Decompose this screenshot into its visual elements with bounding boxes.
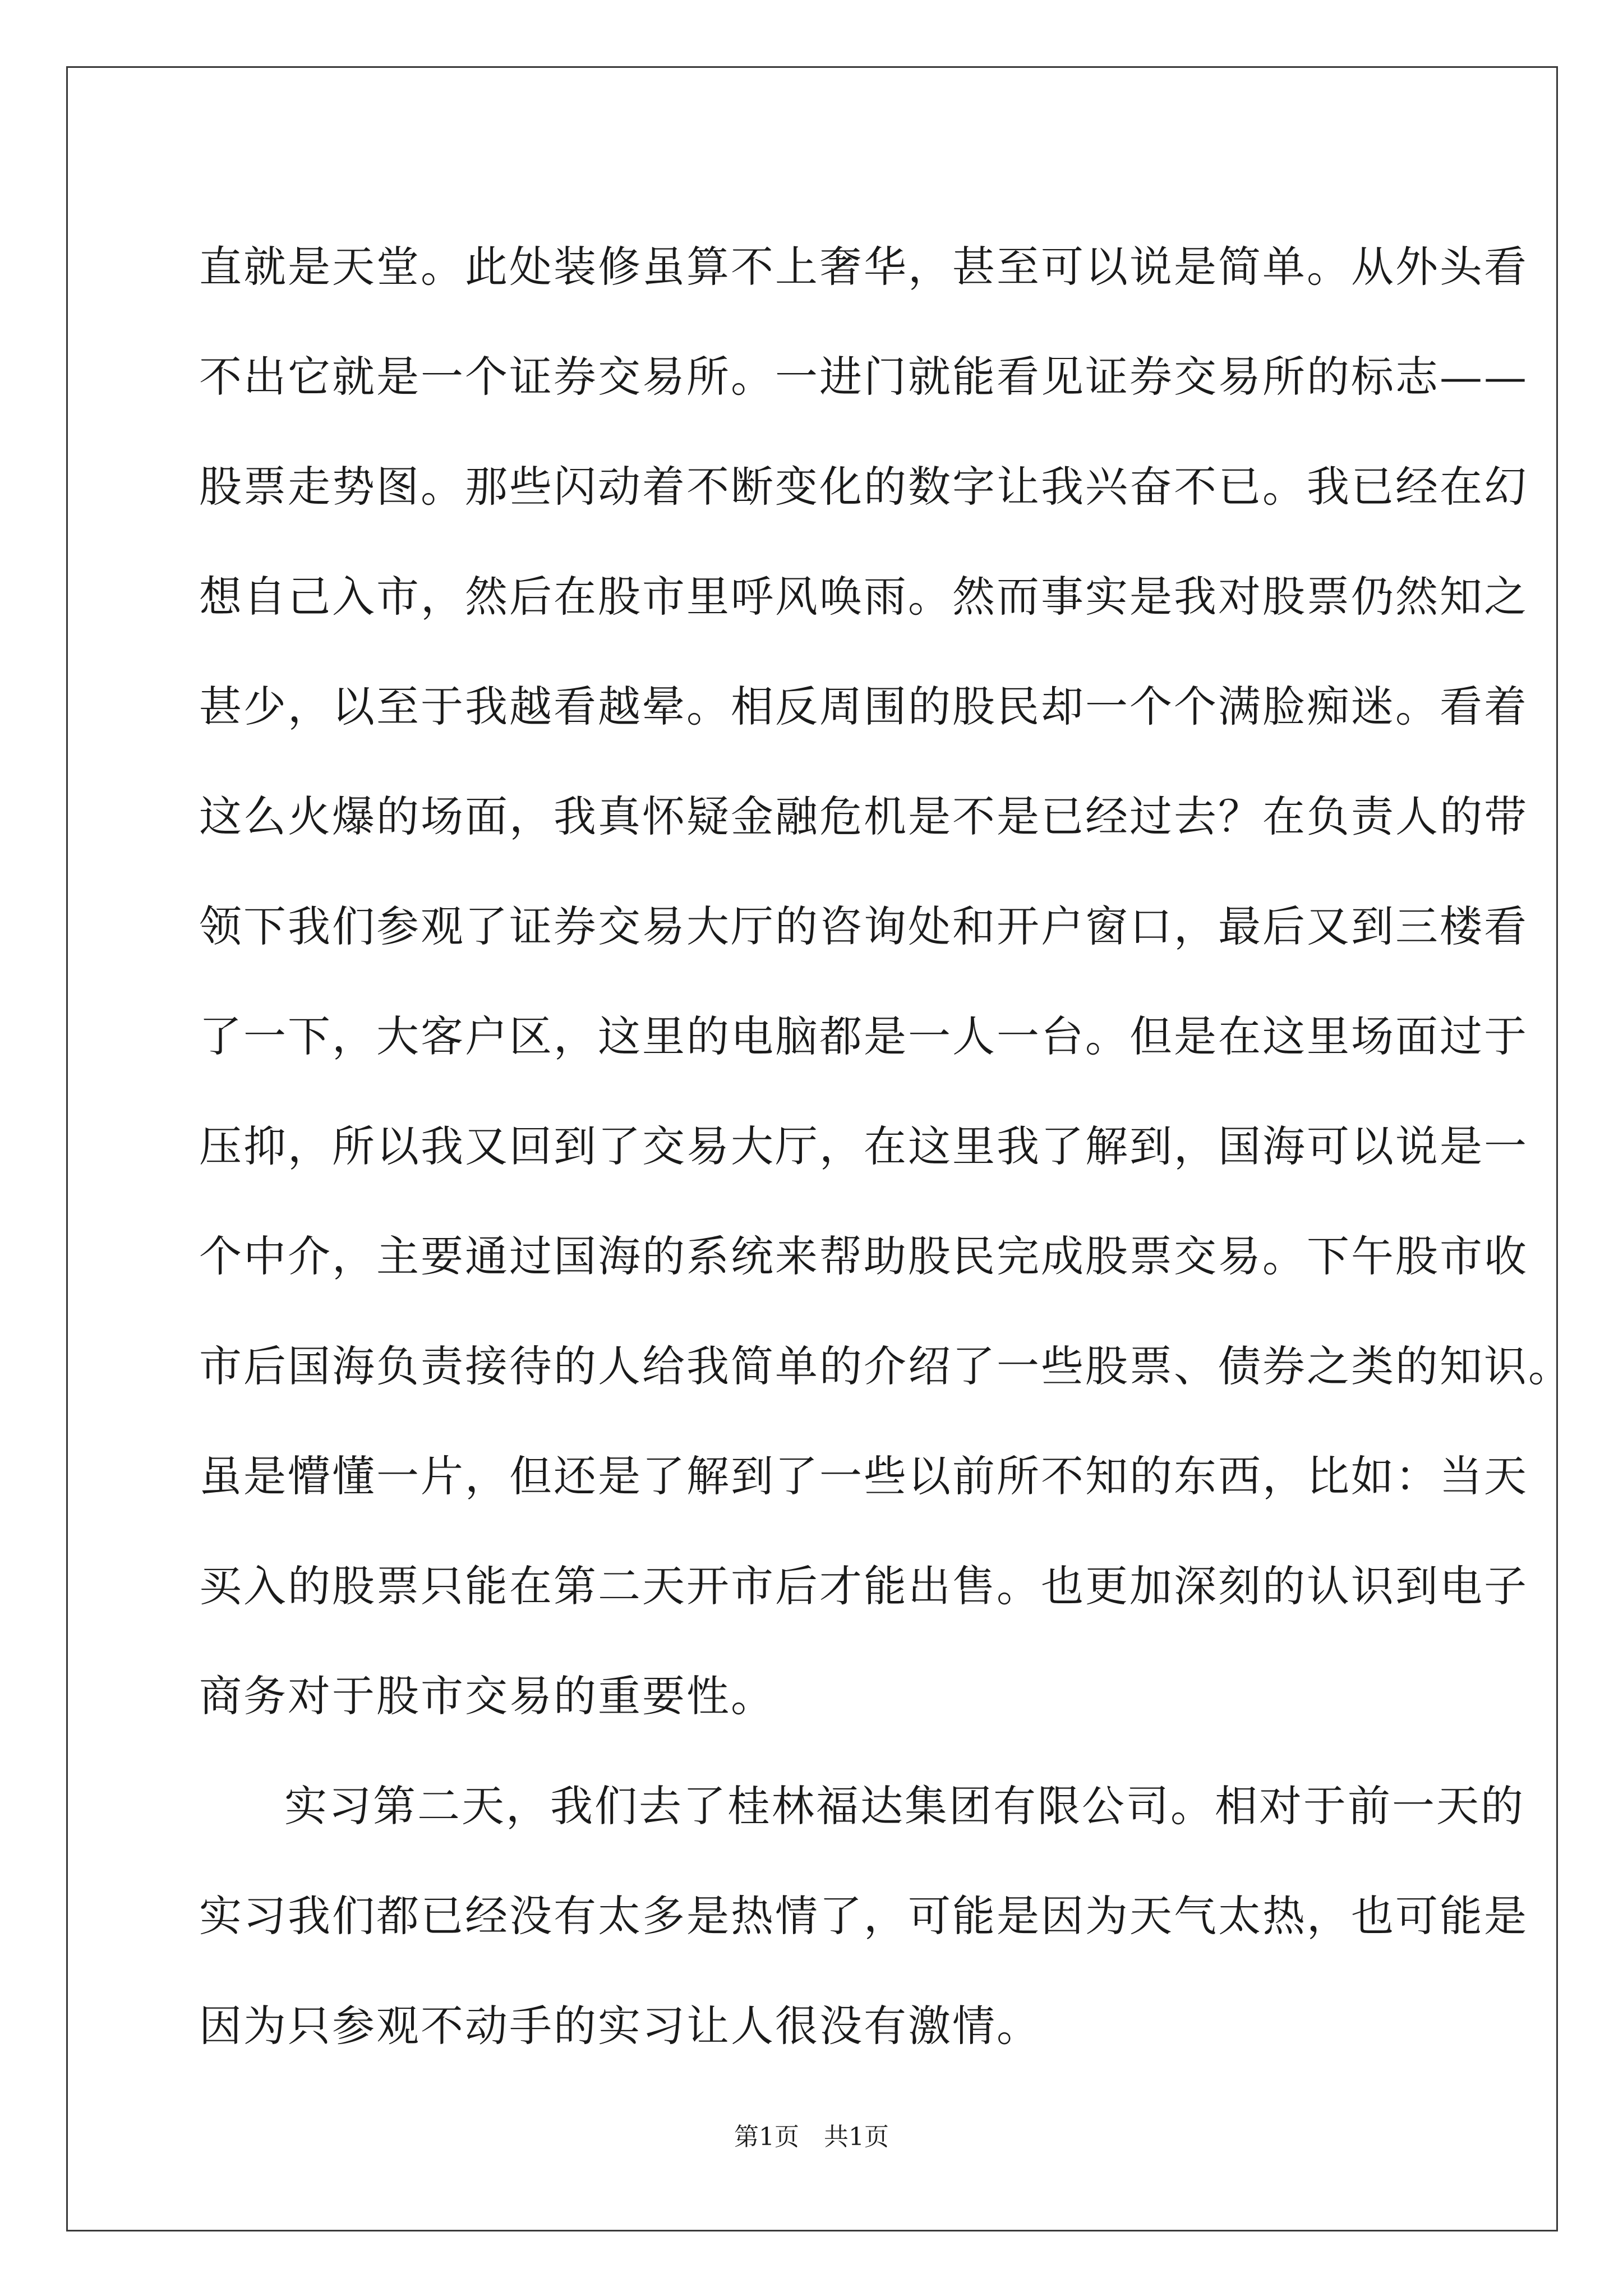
- text-line: 压抑，所以我又回到了交易大厅，在这里我了解到，国海可以说是一: [199, 1121, 1528, 1171]
- text-line: 商务对于股市交易的重要性。: [199, 1671, 775, 1721]
- text-line: 这么火爆的场面，我真怀疑金融危机是不是已经过去？在负责人的带: [199, 792, 1528, 841]
- text-line: 股票走势图。那些闪动着不断变化的数字让我兴奋不已。我已经在幻: [199, 462, 1528, 512]
- text-line: 不出它就是一个证券交易所。一进门就能看见证券交易所的标志——: [199, 352, 1528, 402]
- text-line: 了一下，大客户区，这里的电脑都是一人一台。但是在这里场面过于: [199, 1011, 1528, 1061]
- paragraph-start-line: 实习第二天，我们去了桂林福达集团有限公司。相对于前一天的: [284, 1781, 1525, 1831]
- text-line: 虽是懵懂一片，但还是了解到了一些以前所不知的东西，比如：当天: [199, 1451, 1528, 1501]
- text-line: 个中介，主要通过国海的系统来帮助股民完成股票交易。下午股市收: [199, 1231, 1528, 1281]
- text-line: 市后国海负责接待的人给我简单的介绍了一些股票、债券之类的知识。: [199, 1341, 1573, 1391]
- text-line: 买入的股票只能在第二天开市后才能出售。也更加深刻的认识到电子: [199, 1561, 1528, 1611]
- text-line: 领下我们参观了证券交易大厅的咨询处和开户窗口，最后又到三楼看: [199, 901, 1528, 951]
- text-line: 直就是天堂。此处装修虽算不上奢华，甚至可以说是简单。从外头看: [199, 242, 1528, 292]
- text-line: 想自己入市，然后在股市里呼风唤雨。然而事实是我对股票仍然知之: [199, 572, 1528, 622]
- page-number-footer: 第1页 共1页: [734, 2123, 889, 2151]
- text-line: 甚少，以至于我越看越晕。相反周围的股民却一个个满脸痴迷。看着: [199, 682, 1528, 731]
- text-line: 因为只参观不动手的实习让人很没有激情。: [199, 2001, 1041, 2051]
- text-line: 实习我们都已经没有太多是热情了，可能是因为天气太热，也可能是: [199, 1891, 1528, 1941]
- document-body: [199, 212, 1573, 2081]
